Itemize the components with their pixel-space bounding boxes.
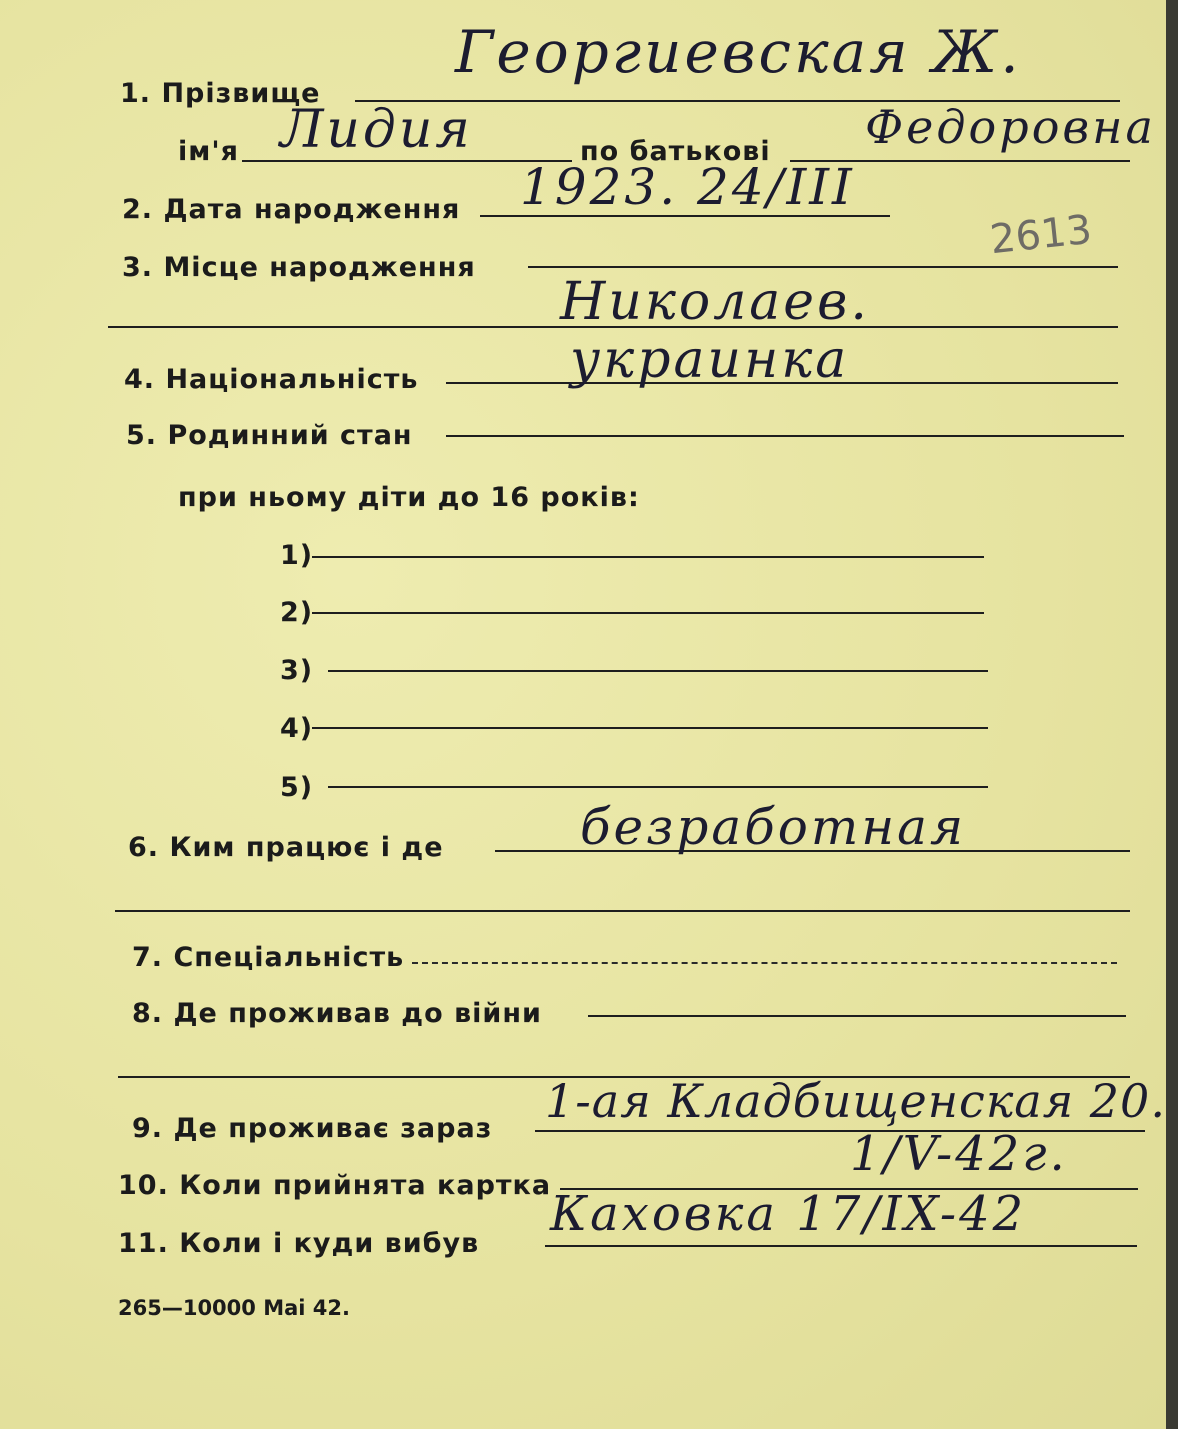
birth-place-value: Николаев. xyxy=(560,272,870,332)
children-label: при ньому діти до 16 років: xyxy=(178,482,640,513)
birth-date-value: 1923. 24/III xyxy=(520,158,855,216)
birth-place-line xyxy=(528,266,1118,268)
child-2-line xyxy=(312,612,984,614)
first-name-label: ім'я xyxy=(178,136,239,167)
patronymic-value: Федоровна xyxy=(865,100,1156,154)
current-address-value: 1-ая Кладбищенская 20. xyxy=(545,1074,1166,1128)
marital-status-label: 5. Родинний стан xyxy=(126,420,413,451)
occupation-value: безработная xyxy=(580,798,967,856)
specialty-line xyxy=(412,962,1117,964)
departed-label: 11. Коли і куди вибув xyxy=(118,1228,480,1259)
archive-number-pencil: 2613 xyxy=(987,206,1094,264)
child-4-label: 4) xyxy=(280,713,314,744)
occupation-line-2 xyxy=(115,910,1130,912)
nationality-label: 4. Національність xyxy=(124,364,419,395)
child-5-label: 5) xyxy=(280,772,314,803)
patronymic-label: по батькові xyxy=(580,136,771,167)
departed-line xyxy=(545,1245,1137,1247)
print-code: 265—10000 Mai 42. xyxy=(118,1296,350,1320)
specialty-label: 7. Спеціальність xyxy=(132,942,405,973)
first-name-value: Лидия xyxy=(280,100,473,160)
birth-place-label: 3. Місце народження xyxy=(122,252,476,283)
marital-status-line xyxy=(446,435,1124,437)
occupation-label: 6. Ким працює і де xyxy=(128,832,444,863)
surname-label: 1. Прізвище xyxy=(120,78,321,109)
birth-date-label: 2. Дата народження xyxy=(122,194,461,225)
child-5-line xyxy=(328,786,988,788)
departed-value: Каховка 17/IX-42 xyxy=(550,1186,1027,1242)
nationality-value: украинка xyxy=(570,330,850,390)
prewar-address-line xyxy=(588,1015,1126,1017)
card-accepted-label: 10. Коли прийнята картка xyxy=(118,1170,552,1201)
child-4-line xyxy=(312,727,988,729)
current-address-label: 9. Де проживає зараз xyxy=(132,1113,493,1144)
card-edge-shadow xyxy=(1166,0,1178,1429)
surname-value: Георгиевская Ж. xyxy=(455,18,1022,86)
child-3-line xyxy=(328,670,988,672)
child-2-label: 2) xyxy=(280,597,314,628)
child-1-label: 1) xyxy=(280,540,314,571)
prewar-address-label: 8. Де проживав до війни xyxy=(132,998,542,1029)
card-accepted-value: 1/V-42г. xyxy=(850,1126,1068,1182)
child-3-label: 3) xyxy=(280,655,314,686)
child-1-line xyxy=(312,556,984,558)
